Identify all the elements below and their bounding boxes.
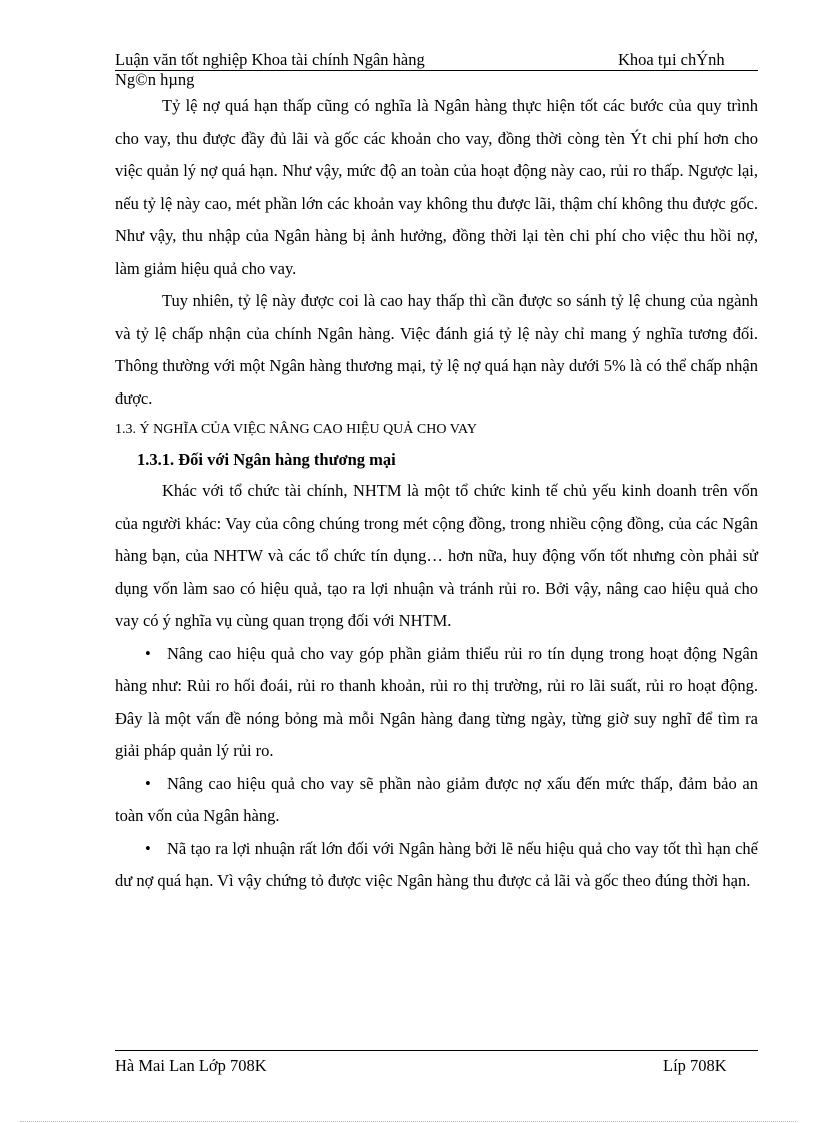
bullet-text-1: Nâng cao hiệu quả cho vay góp phần giảm thiểu rủi ro tín dụng trong hoạt động Ngân hàng như: Rủi ro hối đoái, rủi ro thanh khoản, rủi ro thị trường, rủi ro lãi suất, rủi ro hoạt động. Đây là một vấn đề nóng bỏng mà mỗi Ngân hàng đang từng ngày, từng giờ suy nghĩ để tìm ra giải pháp quản lý rủi ro. — [115, 643, 758, 760]
paragraph-1: Tỷ lệ nợ quá hạn thấp cũng có nghĩa là Ngân hàng thực hiện tốt các bước của quy trình cho vay, thu được đầy đủ lãi và gốc các khoản cho vay, đồng thời còng tèn Ýt chi phí hơn cho việc quản lý nợ quá hạn. Như vậy, mức độ an toàn của hoạt động này cao, rủi ro thấp. Ngược lại, nếu tỷ lệ này cao, mét phần lớn các khoản vay không thu được lãi, thậm chí không thu được gốc. Như vậy, thu nhập của Ngân hàng bị ảnh hưởng, đồng thời lại tèn chi phí cho việc thu hồi nợ, làm giảm hiệu quả cho vay. — [115, 96, 758, 278]
bullet-icon: • — [145, 838, 151, 858]
bullet-text-2: Nâng cao hiệu quả cho vay sẽ phần nào giảm được nợ xấu đến mức thấp, đảm bảo an toàn vốn của Ngân hàng. — [115, 773, 758, 825]
paragraph-2: Tuy nhiên, tỷ lệ này được coi là cao hay thấp thì cần được so sánh tỷ lệ chung của ngành và tỷ lệ chấp nhận của chính Ngân hàng. Việc đánh giá tỷ lệ này chỉ mang ý nghĩa tương đối. Thông thường với một Ngân hàng thương mại, tỷ lệ nợ quá hạn này dưới 5% là có thể chấp nhận được. — [115, 291, 758, 408]
bullet-item-1 — [115, 638, 758, 768]
bullet-icon: • — [145, 643, 151, 663]
page-bottom-border — [20, 1121, 796, 1122]
bullet-item-3 — [115, 833, 758, 898]
bullet-item-2 — [115, 768, 758, 833]
footer-rule — [115, 1050, 758, 1051]
bullet-text-3: Nã tạo ra lợi nhuận rất lớn đối với Ngân hàng bởi lẽ nếu hiệu quả cho vay tốt thì hạn chế dư nợ quá hạn. Vì vậy chứng tỏ được việc Ngân hàng thu được cả lãi và gốc theo đúng thời hạn. — [115, 838, 758, 890]
header-right-text: Khoa tµi chÝnh — [618, 50, 725, 69]
header-rule — [115, 70, 758, 71]
subsection-heading: 1.3.1. Đối với Ngân hàng thương mại — [137, 450, 396, 469]
document-body — [115, 90, 758, 898]
footer-left-text: Hà Mai Lan Lớp 708K — [115, 1056, 267, 1075]
section-heading: 1.3. Ý NGHĨA CỦA VIỆC NÂNG CAO HIỆU QUẢ CHO VAY — [115, 422, 477, 437]
paragraph-3: Khác với tổ chức tài chính, NHTM là một tổ chức kinh tế chủ yếu kinh doanh trên vốn của người khác: Vay của công chúng trong mét cộng đồng, trong nhiều cộng đồng, của các Ngân hàng bạn, của NHTW và các tổ chức tín dụng… hơn nữa, huy động vốn tốt nhưng còn phải sử dụng vốn làm sao có hiệu quả, tạo ra lợi nhuận và tránh rủi ro. Bởi vậy, nâng cao hiệu quả cho vay có ý nghĩa vụ cùng quan trọng đối với NHTM. — [115, 481, 758, 630]
header-continuation-text: Ng©n hµng — [115, 70, 195, 89]
bullet-icon: • — [145, 773, 151, 793]
header-left-text: Luận văn tốt nghiệp Khoa tài chính Ngân hàng — [115, 50, 425, 69]
footer-right-text: Líp 708K — [663, 1056, 727, 1075]
